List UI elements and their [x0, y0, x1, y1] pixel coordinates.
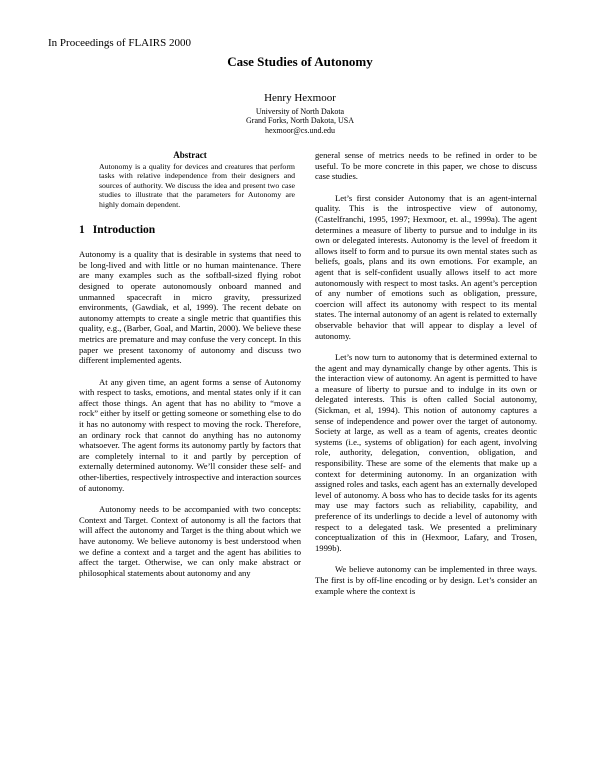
right-paragraph-2: Let’s first consider Autonomy that is an agent-internal quality. This is the introspective view of autonomy, (Castelfranchi, 1995, 1997; Hexmoor, et. al., 1999a). The agent determines a measure of liberty to pursue and to indulge in its own or delegated interests. Autonomy is the level of freedom it allows itself to form and to pursue its own mental states such as beliefs, goals, plans and its own emotions. For example, an agent that is self-confident usually allows itself to act more autonomously with respect to most tasks. An agent’s perception of any number of emotions such as obligation, pressure, coercion will affect its autonomy with respect to its mental states. The internal autonomy of an agent is related to externally observable behavior that will appear to display a level of autonomy. — [315, 192, 537, 341]
section-heading-introduction — [79, 225, 301, 236]
abstract-text: Autonomy is a quality for devices and creatures that perform tasks with relative independence from their designers and sources of authority. We discuss the idea and present two case studies to illustrate that the parameters for Autonomy are highly domain dependent. — [99, 161, 295, 209]
author-name: Henry Hexmoor — [264, 92, 336, 104]
author-email[interactable]: hexmoor@cs.und.edu — [264, 125, 336, 135]
intro-paragraph-3: Autonomy needs to be accompanied with two concepts: Context and Target. Context of autonomy is all the factors that will affect the autonomy and Target is the thing about which we have autonomy. We believe autonomy is best understood when we define a context and a target and the agent has abilities to affect the target. Otherwise, we can only make abstract or philosophical statements about autonomy and any — [79, 504, 301, 578]
right-paragraph-4: We believe autonomy can be implemented in three ways. The first is by off-line encoding or by design. Let’s consider an example where the context is — [315, 564, 537, 596]
abstract-heading: Abstract — [173, 150, 207, 160]
author-block — [0, 94, 600, 135]
right-column — [315, 150, 537, 607]
left-column — [79, 150, 301, 589]
author-affiliation: University of North Dakota — [255, 106, 345, 116]
section-number: 1 — [79, 223, 85, 236]
right-paragraph-1: general sense of metrics needs to be refined in order to be useful. To be more concrete in this paper, we chose to discuss case studies. — [315, 150, 537, 182]
author-address: Grand Forks, North Dakota, USA — [246, 116, 354, 125]
right-paragraph-3: Let’s now turn to autonomy that is determined external to the agent and may dynamically change by other agents. This is the interaction view of autonomy. An agent is permitted to have a measure of liberty to pursue and to indulge in its own or delegated interests. This is often called Social autonomy, (Sickman, et al, 1994). This notion of autonomy captures a sense of independence and power over the target of autonomy. Society at large, as well as a team of agents, creates deontic systems (i.e., systems of obligation) for each agent, involving role, authority, delegation, convention, obligation, and responsibility. These are some of the elements that make up a context for determining autonomy. In an organization with assigned roles and tasks, each agent has an externally developed level of autonomy. A boss who has to decide tasks for its agents may use may factors such as reliability, capability, and preference of its underlings to decide a level of autonomy with respect to a delegated task. We presented a preliminary conceptualization of this in (Hexmoor, Lafary, and Trosen, 1999b). — [315, 352, 537, 553]
intro-paragraph-2: At any given time, an agent forms a sense of Autonomy with respect to tasks, emotions, and mental states only if it can affect those things. An agent that has no ability to “move a rock” either by itself or getting someone or something else to do it has no autonomy with respect to moving the rock. Therefore, an ordinary rock that cannot do anything has no autonomy whatsoever. The agent forms its autonomy partly by factors that are completely internal to it and partly by perception of externally determined autonomy. We’ll consider these self- and other-liberties, respectively introspective and interaction sources of autonomy. — [79, 376, 301, 493]
section-title: Introduction — [92, 223, 156, 236]
proceedings-note: In Proceedings of FLAIRS 2000 — [48, 37, 191, 49]
intro-paragraph-1: Autonomy is a quality that is desirable in systems that need to be long-lived and with little or no human maintenance. There are many examples such as the softball-sized flying robot designed to operate autonomously onboard manned and unmanned spacecraft in micro gravity, pressurized environments, (Gawdiak, et al, 1999). The recent debate on autonomy attempts to create a single metric that quantifies this quality, e.g., (Barber, Goal, and Martin, 2000). We believe these metrics are premature and may confuse the very concept. In this paper we present taxonomy of autonomy and discuss two different implemented agents. — [79, 249, 301, 366]
paper-title: Case Studies of Autonomy — [227, 54, 373, 69]
